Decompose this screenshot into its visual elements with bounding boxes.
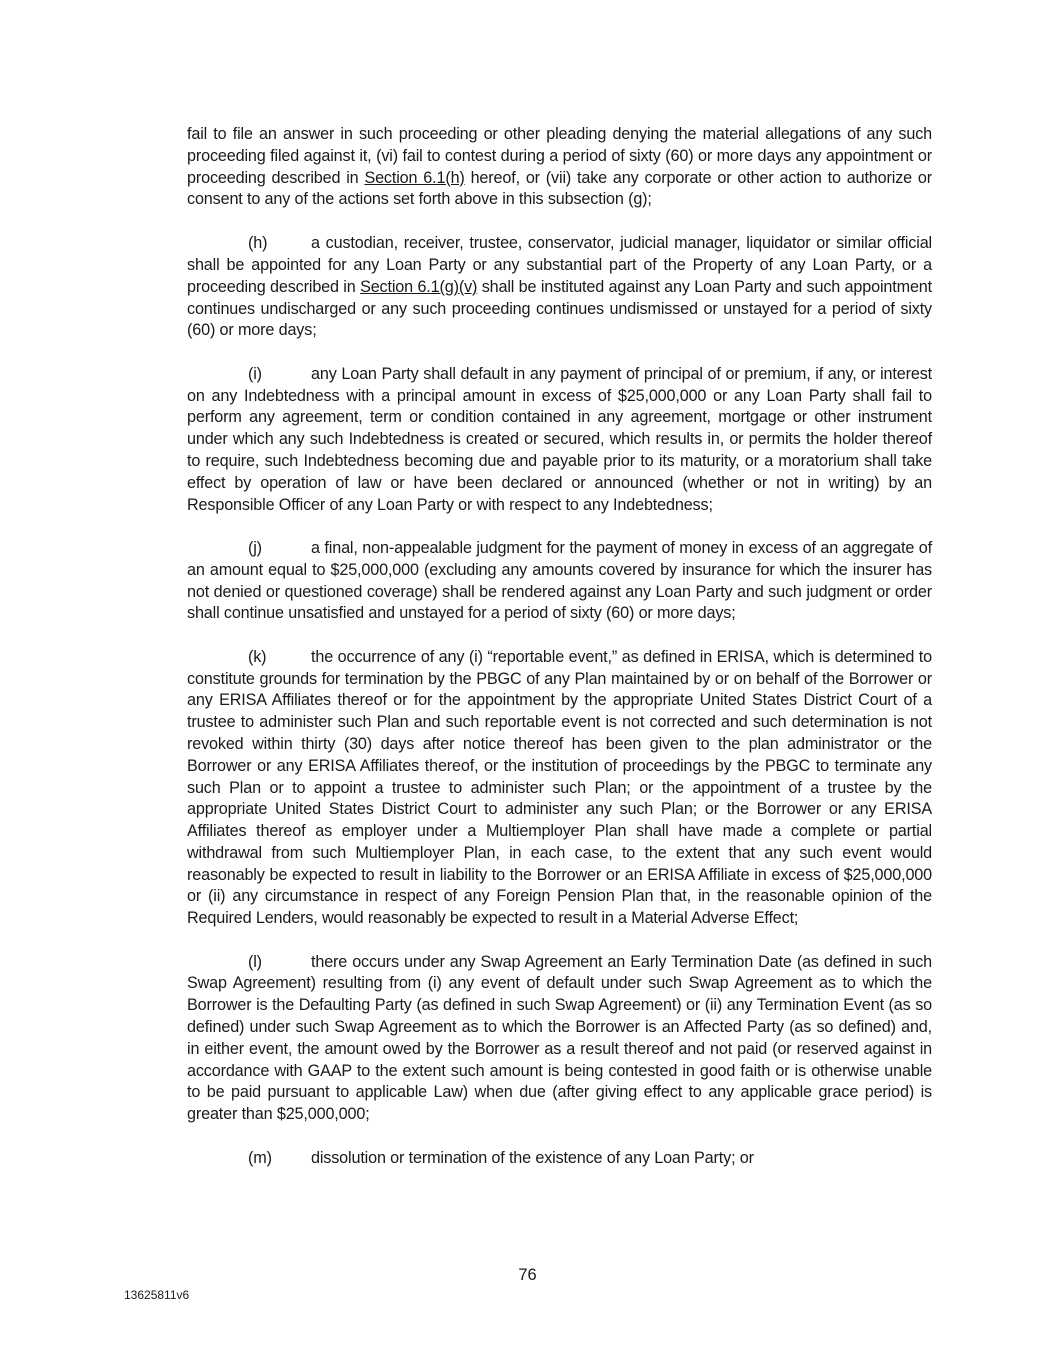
document-id: 13625811v6 <box>124 1288 190 1302</box>
section-reference-6-1-h: Section 6.1(h) <box>364 168 465 187</box>
paragraph-l <box>187 952 932 1126</box>
clause-marker-m: (m) <box>248 1148 272 1167</box>
paragraph-continuation <box>187 124 932 211</box>
section-reference-6-1-g-v: Section 6.1(g)(v) <box>360 277 478 296</box>
paragraph-text: the occurrence of any (i) “reportable event,” as defined in ERISA, which is determined to constitute grounds for termination by the PBGC of any Plan maintained by or on behalf of the Borrower or any ERISA Affiliates thereof or for the appointment by the appropriate United States District Court of a trustee to administer such Plan and such reportable event is not corrected and such determination is not revoked within thirty (30) days after notice thereof has been given to the plan administrator or the Borrower or any ERISA Affiliates thereof, or the institution of proceedings by the PBGC to terminate any such Plan or to appoint a trustee to administer such Plan; or the appointment of a trustee by the appropriate United States District Court to administer any such Plan; or the Borrower or any ERISA Affiliates thereof as employer under a Multiemployer Plan shall have made a complete or partial withdrawal from such Multiemployer Plan, in each case, to the extent that any such event would reasonably be expected to result in liability to the Borrower or an ERISA Affiliate in excess of $25,000,000 or (ii) any circumstance in respect of any Foreign Pension Plan that, in the reasonable opinion of the Required Lenders, would reasonably be expected to result in a Material Adverse Effect; <box>187 647 932 928</box>
paragraph-text: a final, non-appealable judgment for the payment of money in excess of an aggregate of an amount equal to $25,000,000 (excluding any amounts covered by insurance for which the insurer has not denied or questioned coverage) shall be rendered against any Loan Party and such judgment or order shall continue unsatisfied and unstayed for a period of sixty (60) or more days; <box>187 538 932 623</box>
paragraph-text: there occurs under any Swap Agreement an Early Termination Date (as defined in such Swap Agreement) resulting from (i) any event of default under such Swap Agreement as to which the Borrower is the Defaulting Party (as defined in such Swap Agreement) or (ii) any Termination Event (as so defined) under such Swap Agreement as to which the Borrower is an Affected Party (as so defined) and, in either event, the amount owed by the Borrower as a result thereof and not paid (or reserved against in accordance with GAAP to the extent such amount is being contested in good faith or is otherwise unable to be paid pursuant to applicable Law) when due (after giving effect to any applicable grace period) is greater than $25,000,000; <box>187 952 932 1124</box>
clause-marker-h: (h) <box>248 234 268 253</box>
clause-marker-l: (l) <box>248 952 262 971</box>
paragraph-text: a custodian, receiver, trustee, conservator, judicial manager, liquidator or similar official shall be appointed for any Loan Party or any substantial part of the Property of any Loan Party, or a proceeding described in <box>187 234 932 296</box>
paragraph-text: hereof, or (vii) take any corporate or other action to authorize or consent to any of the actions set forth above in this subsection (g); <box>187 168 932 209</box>
paragraph-j <box>187 538 932 625</box>
paragraph-m <box>187 1148 932 1170</box>
paragraph-i <box>187 364 932 517</box>
paragraph-text: dissolution or termination of the existence of any Loan Party; or <box>311 1148 754 1167</box>
clause-marker-j: (j) <box>248 538 262 557</box>
paragraph-text: any Loan Party shall default in any payment of principal of or premium, if any, or interest on any Indebtedness with a principal amount in excess of $25,000,000 or any Loan Party shall fail to perform any agreement, term or condition contained in any agreement, mortgage or other instrument under which any such Indebtedness is created or secured, which results in, or permits the holder thereof to require, such Indebtedness becoming due and payable prior to its maturity, or a moratorium shall take effect by operation of law or have been declared or announced (whether or not in writing) by an Responsible Officer of any Loan Party or with respect to any Indebtedness; <box>187 364 932 514</box>
document-body <box>187 124 932 1191</box>
paragraph-k <box>187 647 932 930</box>
page-number: 76 <box>518 1266 537 1284</box>
clause-marker-k: (k) <box>248 647 267 666</box>
paragraph-text: shall be instituted against any Loan Party and such appointment continues undischarged or any such proceeding continues undismissed or unstayed for a period of sixty (60) or more days; <box>187 277 933 340</box>
paragraph-h <box>187 233 932 342</box>
clause-marker-i: (i) <box>248 364 262 383</box>
paragraph-text: fail to file an answer in such proceeding or other pleading denying the material allegations of any such proceeding filed against it, (vi) fail to contest during a period of sixty (60) or more days any appointment or proceeding described in <box>187 125 932 187</box>
